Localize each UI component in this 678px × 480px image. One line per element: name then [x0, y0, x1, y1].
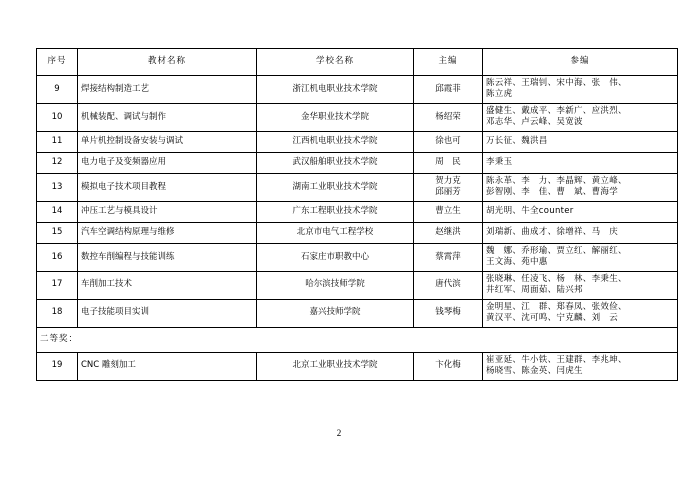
- cell-seq: 13: [37, 173, 78, 201]
- cell-chief-editor: 赵继洪: [414, 222, 483, 243]
- cell-chief-editor: 贺力克 邱丽芳: [414, 173, 483, 201]
- cell-chief-editor: 唐代滨: [414, 271, 483, 299]
- table-row: [37, 152, 678, 173]
- cell-book-title: 冲压工艺与模具设计: [78, 201, 257, 222]
- table-row: [37, 271, 678, 299]
- cell-seq: 18: [37, 299, 78, 327]
- cell-book-title: CNC 雕刻加工: [78, 352, 257, 380]
- awards-table: [36, 48, 678, 381]
- cell-school-name: 江西机电职业技术学院: [257, 131, 414, 152]
- cell-school-name: 北京市电气工程学校: [257, 222, 414, 243]
- cell-seq: 11: [37, 131, 78, 152]
- cell-chief-editor: 邱霞菲: [414, 76, 483, 104]
- cell-school-name: 哈尔滨技师学院: [257, 271, 414, 299]
- cell-seq: 19: [37, 352, 78, 380]
- table-row: [37, 352, 678, 380]
- cell-co-editors: 金明星、江 群、郑春凤、张效俭、 黄汉平、沈可鸣、宁克麟、刘 云: [483, 299, 678, 327]
- cell-school-name: 嘉兴技师学院: [257, 299, 414, 327]
- cell-school-name: 武汉船舶职业技术学院: [257, 152, 414, 173]
- cell-school-name: 金华职业技术学院: [257, 103, 414, 131]
- cell-chief-editor: 周 民: [414, 152, 483, 173]
- cell-chief-editor: 蔡霄萍: [414, 243, 483, 271]
- cell-book-title: 电力电子及变频器应用: [78, 152, 257, 173]
- cell-chief-editor: 钱琴梅: [414, 299, 483, 327]
- table-section-row: [37, 327, 678, 352]
- cell-chief-editor: 曹立生: [414, 201, 483, 222]
- cell-co-editors: 李秉玉: [483, 152, 678, 173]
- cell-book-title: 汽车空调结构原理与维修: [78, 222, 257, 243]
- table-row: [37, 243, 678, 271]
- cell-seq: 17: [37, 271, 78, 299]
- cell-book-title: 车削加工技术: [78, 271, 257, 299]
- cell-co-editors: 陈永革、李 力、李晶辉、黄立峰、 彭智刚、李 佳、曹 斌、曹海学: [483, 173, 678, 201]
- header-cell-chief: 主编: [414, 49, 483, 76]
- cell-seq: 16: [37, 243, 78, 271]
- cell-book-title: 模拟电子技术项目教程: [78, 173, 257, 201]
- header-cell-co: 参编: [483, 49, 678, 76]
- cell-school-name: 北京工业职业技术学院: [257, 352, 414, 380]
- cell-co-editors: 陈云祥、王瑞钊、宋中海、张 伟、 陈立虎: [483, 76, 678, 104]
- cell-seq: 12: [37, 152, 78, 173]
- cell-seq: 9: [37, 76, 78, 104]
- cell-chief-editor: 徐也可: [414, 131, 483, 152]
- cell-book-title: 数控车削编程与技能训练: [78, 243, 257, 271]
- cell-seq: 14: [37, 201, 78, 222]
- page-number: 2: [336, 428, 342, 438]
- cell-book-title: 电子技能项目实训: [78, 299, 257, 327]
- cell-co-editors: 盛健生、戴成平、李新广、应洪烈、 邓志华、卢云峰、吴宽波: [483, 103, 678, 131]
- header-cell-school: 学校名称: [257, 49, 414, 76]
- table-row: [37, 222, 678, 243]
- header-cell-seq: 序号: [37, 49, 78, 76]
- header-cell-book: 教材名称: [78, 49, 257, 76]
- cell-co-editors: 张晓琳、任凌飞、杨 林、李秉生、 井红军、周面茹、陆兴邦: [483, 271, 678, 299]
- table-row: [37, 131, 678, 152]
- cell-seq: 10: [37, 103, 78, 131]
- table-row: [37, 76, 678, 104]
- cell-book-title: 机械装配、调试与制作: [78, 103, 257, 131]
- cell-book-title: 单片机控制设备安装与调试: [78, 131, 257, 152]
- cell-school-name: 广东工程职业技术学院: [257, 201, 414, 222]
- table-header: [37, 49, 678, 76]
- cell-seq: 15: [37, 222, 78, 243]
- table-row: [37, 173, 678, 201]
- cell-co-editors: 崔亚延、牛小铁、王建群、李兆坤、 杨晓雪、陈金英、闫虎生: [483, 352, 678, 380]
- table-body: [37, 76, 678, 381]
- table-row: [37, 299, 678, 327]
- cell-chief-editor: 杨绍荣: [414, 103, 483, 131]
- table-header-row: [37, 49, 678, 76]
- table-row: [37, 201, 678, 222]
- cell-chief-editor: 卞化梅: [414, 352, 483, 380]
- cell-school-name: 湖南工业职业技术学院: [257, 173, 414, 201]
- cell-school-name: 石家庄市职教中心: [257, 243, 414, 271]
- table-row: [37, 103, 678, 131]
- cell-co-editors: 魏 娜、乔形瑜、贾立红、解丽红、 王文海、苑中惠: [483, 243, 678, 271]
- cell-book-title: 焊接结构制造工艺: [78, 76, 257, 104]
- section-label: 二等奖：: [37, 327, 678, 352]
- cell-school-name: 浙江机电职业技术学院: [257, 76, 414, 104]
- cell-co-editors: 胡光明、牛全counter: [483, 201, 678, 222]
- cell-co-editors: 刘瑞新、曲成才、徐增祥、马 庆: [483, 222, 678, 243]
- cell-co-editors: 万长征、魏洪昌: [483, 131, 678, 152]
